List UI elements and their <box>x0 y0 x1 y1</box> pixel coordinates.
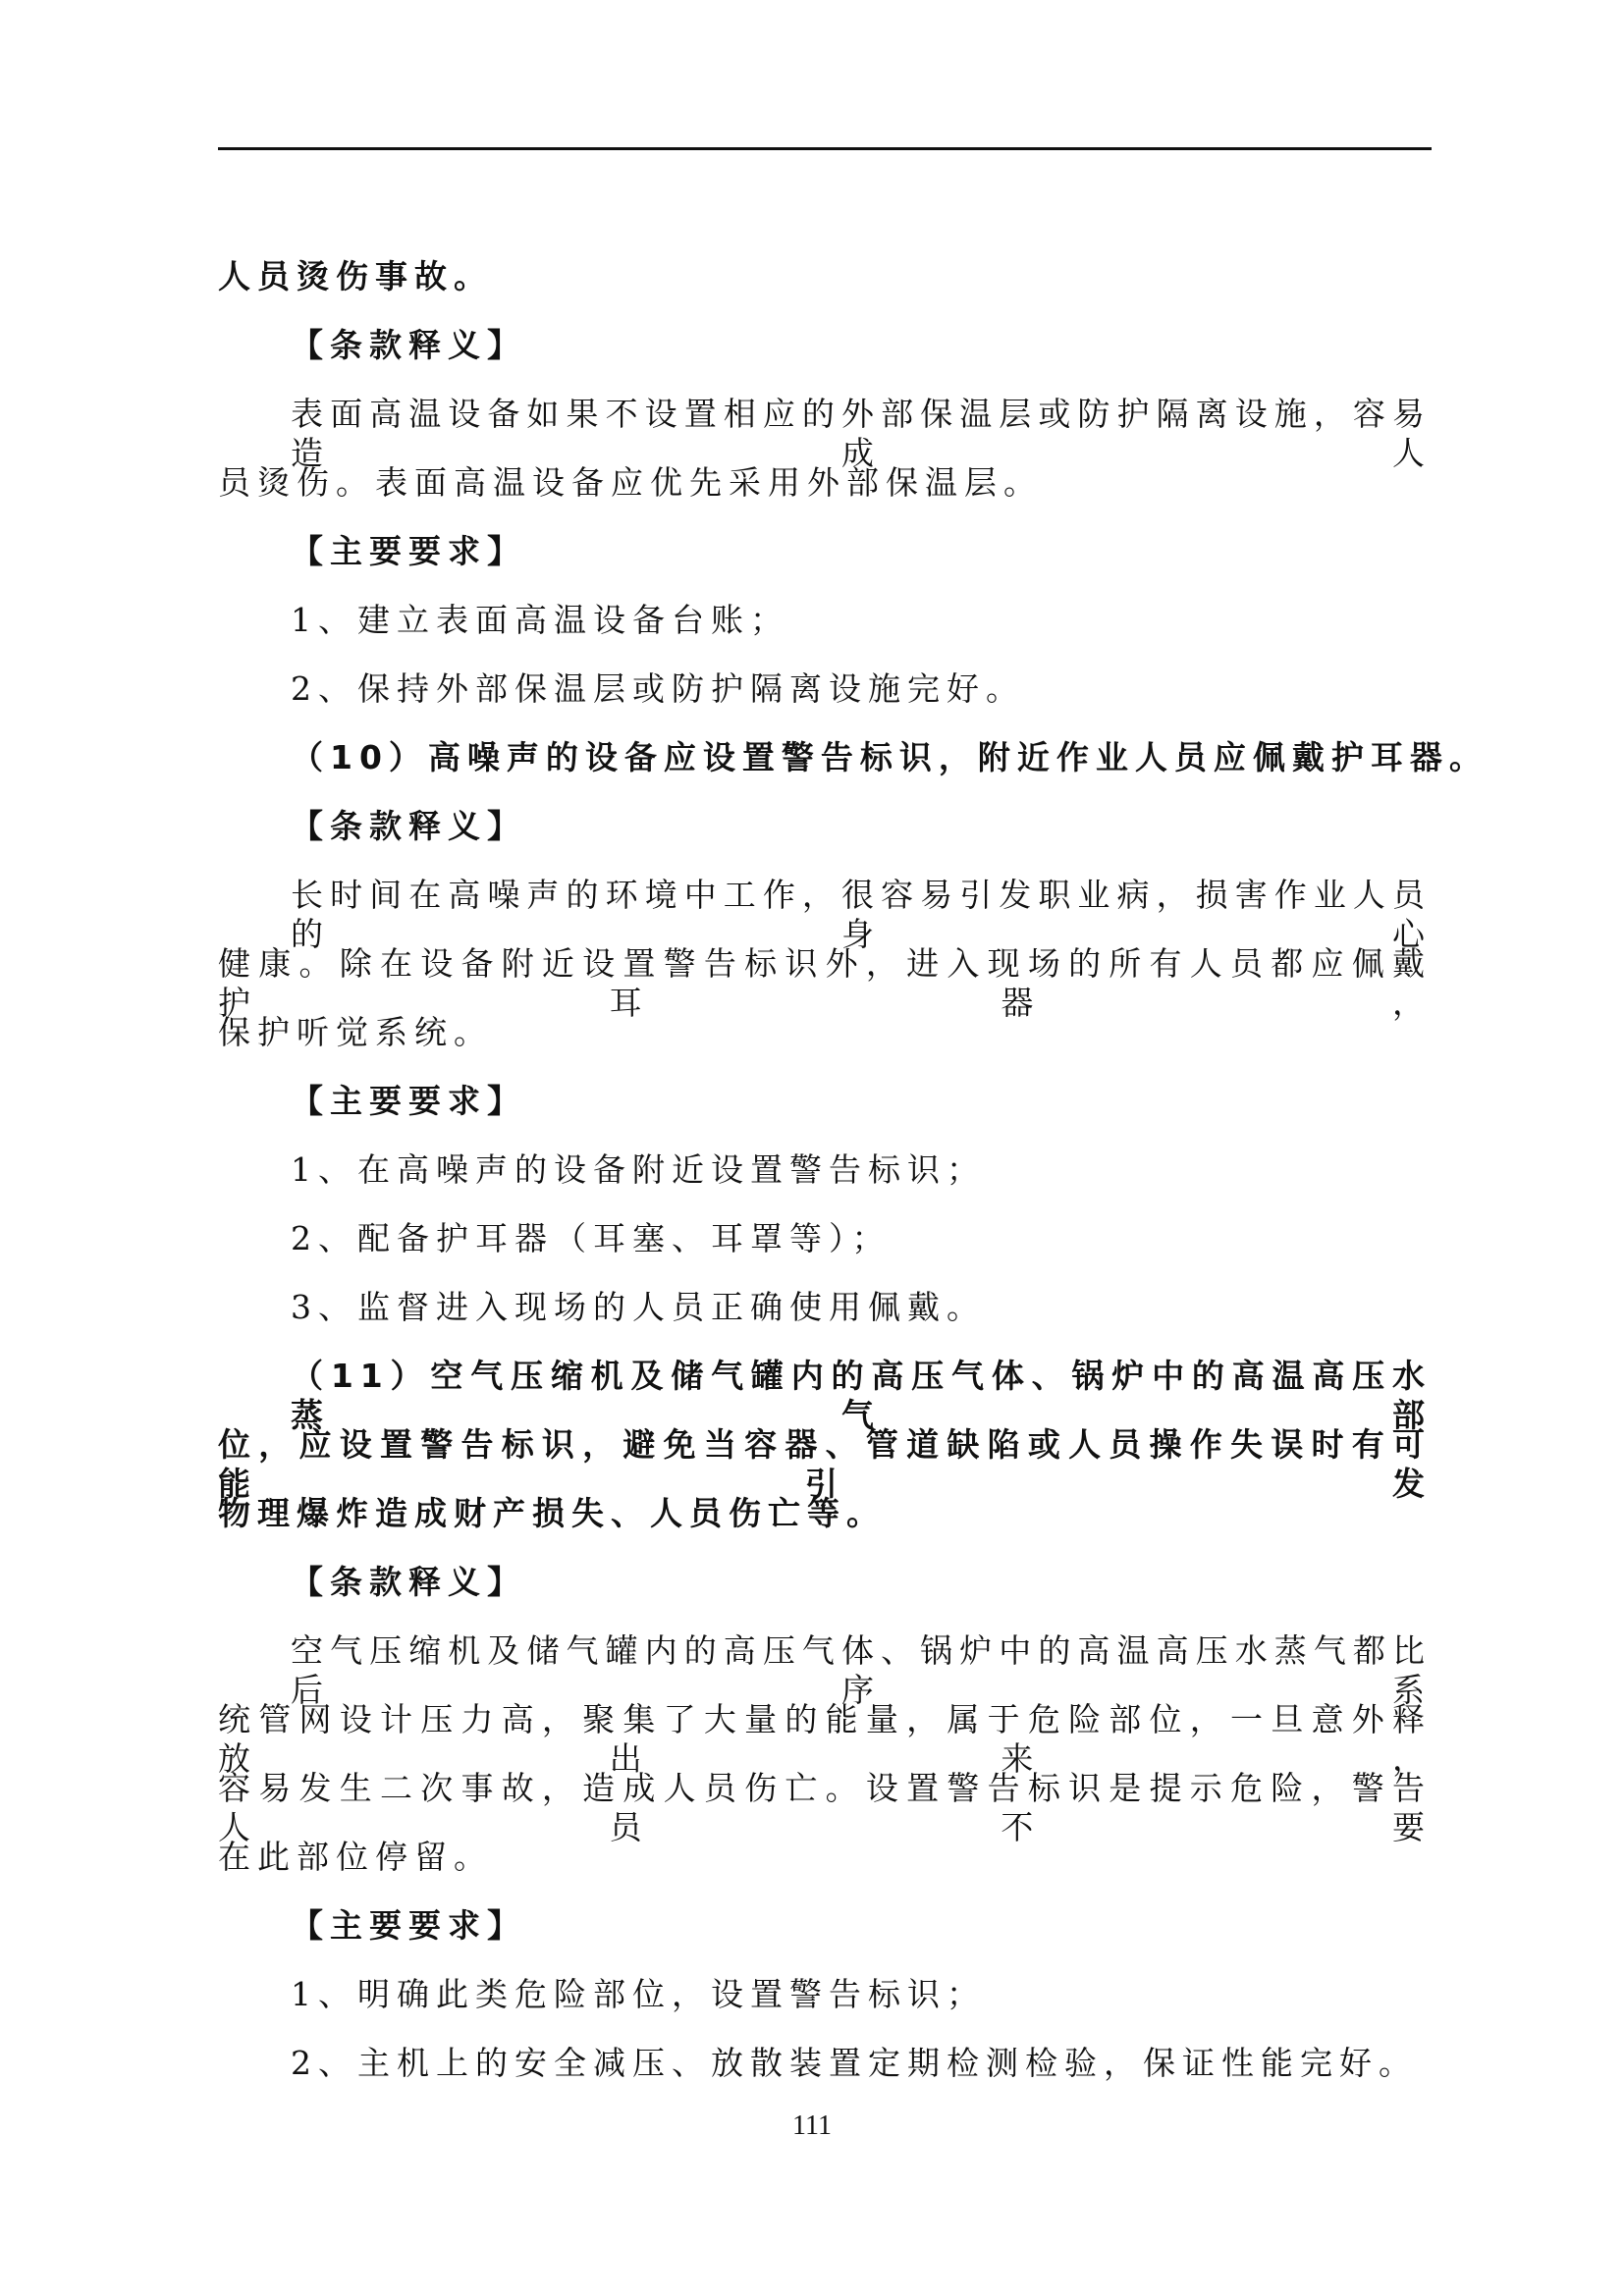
section-heading-main-requirements: 【主要要求】 <box>291 532 526 570</box>
section-heading-clause-interpretation: 【条款释义】 <box>291 1563 526 1601</box>
section-heading-main-requirements: 【主要要求】 <box>291 1082 526 1120</box>
section-heading-main-requirements: 【主要要求】 <box>291 1906 526 1945</box>
text-line: 容易发生二次事故，造成人员伤亡。设置警告标识是提示危险，警告人员不要 <box>218 1769 1432 1846</box>
text-line: 健康。除在设备附近设置警告标识外，进入现场的所有人员都应佩戴护耳器， <box>218 944 1432 1022</box>
text-line: 表面高温设备如果不设置相应的外部保温层或防护隔离设施，容易造成人 <box>291 395 1432 472</box>
clause-title-continued: 物理爆炸造成财产损失、人员伤亡等。 <box>218 1494 886 1532</box>
clause-title: （11）空气压缩机及储气罐内的高压气体、锅炉中的高温高压水蒸气部 <box>291 1357 1432 1434</box>
section-heading-clause-interpretation: 【条款释义】 <box>291 326 526 364</box>
clause-title: （10）高噪声的设备应设置警告标识，附近作业人员应佩戴护耳器。 <box>291 738 1489 776</box>
text-line: 员烫伤。表面高温设备应优先采用外部保温层。 <box>218 463 1043 502</box>
list-item: 3、监督进入现场的人员正确使用佩戴。 <box>291 1288 986 1326</box>
text-line: 空气压缩机及储气罐内的高压气体、锅炉中的高温高压水蒸气都比后序系 <box>291 1631 1432 1709</box>
list-item: 1、建立表面高温设备台账； <box>291 601 789 639</box>
text-line: 统管网设计压力高，聚集了大量的能量，属于危险部位，一旦意外释放出来， <box>218 1700 1432 1778</box>
section-heading-clause-interpretation: 【条款释义】 <box>291 807 526 845</box>
page-number: 111 <box>792 2110 832 2141</box>
list-item: 1、在高噪声的设备附近设置警告标识； <box>291 1150 986 1189</box>
header-rule <box>218 147 1432 150</box>
list-item: 1、明确此类危险部位，设置警告标识； <box>291 1975 986 2013</box>
text-line: 在此部位停留。 <box>218 1838 493 1876</box>
text-line: 长时间在高噪声的环境中工作，很容易引发职业病，损害作业人员的身心 <box>291 876 1432 953</box>
clause-title-continued: 位，应设置警告标识，避免当容器、管道缺陷或人员操作失误时有可能引发 <box>218 1425 1432 1503</box>
list-item: 2、主机上的安全减压、放散装置定期检测检验，保证性能完好。 <box>291 2044 1418 2082</box>
text-line: 人员烫伤事故。 <box>218 257 493 295</box>
list-item: 2、配备护耳器（耳塞、耳罩等）； <box>291 1219 892 1257</box>
text-line: 保护听觉系统。 <box>218 1013 493 1051</box>
list-item: 2、保持外部保温层或防护隔离设施完好。 <box>291 669 1025 708</box>
